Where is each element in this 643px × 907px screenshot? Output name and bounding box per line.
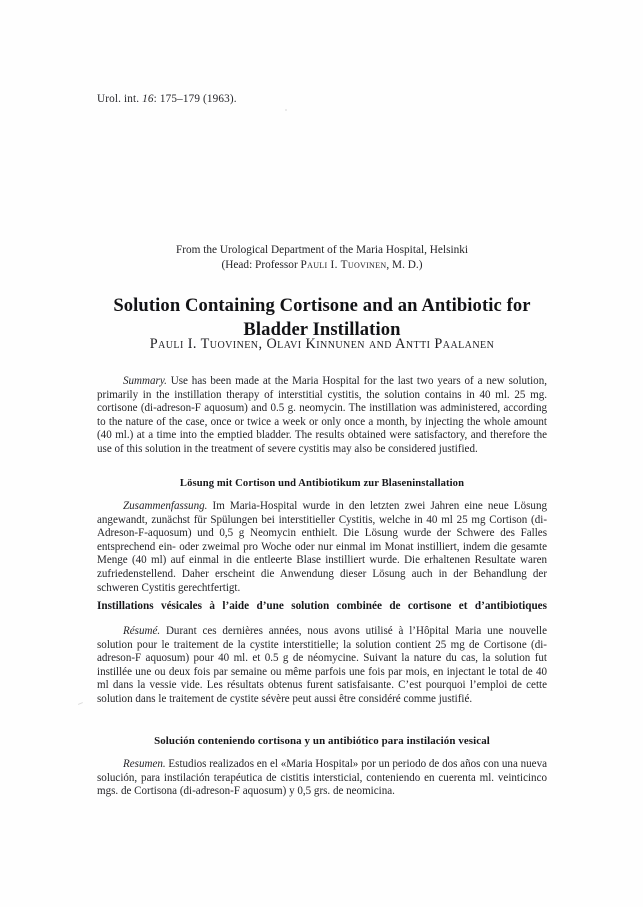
abstract-spanish bbox=[97, 758, 547, 799]
abstract-spanish-lead: Resumen. bbox=[123, 758, 166, 770]
abstract-german-paragraph bbox=[97, 500, 547, 595]
affiliation-head-prefix: (Head: Professor bbox=[221, 259, 301, 271]
abstract-french bbox=[97, 625, 547, 707]
abstract-german-body: Im Maria-Hospital wurde in den letzten zwei Jahren eine neue Lösung angewandt, zunächst für Spülungen bei interstitieller Cystitis, welche in 40 ml 25 mg Cortison (di-Adreson-F-aquosum) und 0,5 g Neomycin enthielt. Die Lösung wurde der Schwere des Falles entsprechend ein- oder zweimal pro Woche oder nur einmal im Monat instilliert, indem die gesamte Menge (40 ml) auf einmal in die entleerte Blase instilliert wurde. Die erhaltenen Resultate waren zufriedenstellend. Daher erscheint die Anwendung dieser Lösung auch in der Behandlung der schweren Cystitis gerechtfertigt. bbox=[97, 500, 547, 594]
journal-citation-line bbox=[97, 93, 237, 105]
journal-volume: 16 bbox=[142, 93, 154, 105]
abstract-german bbox=[97, 500, 547, 595]
section-heading-french: Instillations vésicales à l’aide d’une solution combinée de cortisone et d’antibiotiques bbox=[97, 600, 547, 612]
affiliation-block bbox=[97, 243, 547, 273]
author-byline: Pauli I. Tuovinen, Olavi Kinnunen and Antti Paalanen bbox=[149, 336, 495, 352]
affiliation-institution: From the Urological Department of the Maria Hospital, Helsinki bbox=[175, 244, 469, 256]
scan-artifact-speck bbox=[285, 109, 287, 111]
journal-abbreviation: Urol. int. bbox=[97, 93, 140, 105]
journal-pages: : 175–179 (1963). bbox=[153, 93, 237, 105]
title-line-2: Bladder Instillation bbox=[243, 319, 401, 341]
abstract-spanish-body: Estudios realizados en el «Maria Hospital» por un periodo de dos años con una nueva solución, para instilación terapéutica de cistitis intersticial, conteniendo en cuerenta ml. veinticinco mgs. de Cortisona (di-adreson-F aquosum) y 0,5 grs. de neomicina. bbox=[97, 758, 547, 798]
affiliation-head-name: Pauli I. Tuovinen bbox=[300, 259, 387, 271]
affiliation-head-line bbox=[97, 258, 547, 273]
abstract-english bbox=[97, 375, 547, 456]
scan-artifact-margin-mark bbox=[78, 702, 83, 705]
abstract-french-body: Durant ces dernières années, nous avons utilisé à l’Hôpital Maria une nouvelle solution pour le traitement de la cystite interstitielle; la solution contient 25 mg de Cortisone (di-adreson-F aquosum) pour 40 ml. et 0.5 g de néomycine. Suivant la nature du cas, la solution fut instillée une ou deux fois par semaine ou même parfois une fois par mois, en injectant le total de 40 ml dans la vessie vide. Les résultats obtenus furent satisfaisante. C’est pourquoi l’emploi de cette solution dans le traitement de cystite sévère peut aussi être considéré comme justifié. bbox=[97, 625, 547, 705]
abstract-english-lead: Summary. bbox=[123, 375, 167, 387]
abstract-spanish-paragraph bbox=[97, 758, 547, 799]
abstract-french-lead: Résumé. bbox=[123, 625, 161, 637]
abstract-german-lead: Zusammenfassung. bbox=[123, 500, 208, 512]
abstract-english-body: Use has been made at the Maria Hospital for the last two years of a new solution, primarily in the instillation therapy of interstitial cystitis, the solution contains in 40 ml. 25 mg. cortisone (di-adreson-F aquosum) and 0.5 g. neomycin. The instillation was administered, according to the nature of the case, once or twice a week or only once a month, by injecting the whole amount (40 ml.) at a time into the emptied bladder. The results obtained were satisfactory, and therefore the use of this solution in the treatment of severe cystitis may also be considered justified. bbox=[97, 375, 547, 455]
abstract-french-paragraph bbox=[97, 625, 547, 707]
affiliation-head-suffix: , M. D.) bbox=[386, 259, 423, 271]
section-heading-german: Lösung mit Cortison und Antibiotikum zur Blaseninstallation bbox=[179, 478, 465, 489]
section-heading-spanish: Solución conteniendo cortisona y un antibiótico para instilación vesical bbox=[154, 735, 490, 747]
title-line-1: Solution Containing Cortisone and an Antibiotic for bbox=[113, 295, 531, 317]
abstract-english-paragraph bbox=[97, 375, 547, 456]
